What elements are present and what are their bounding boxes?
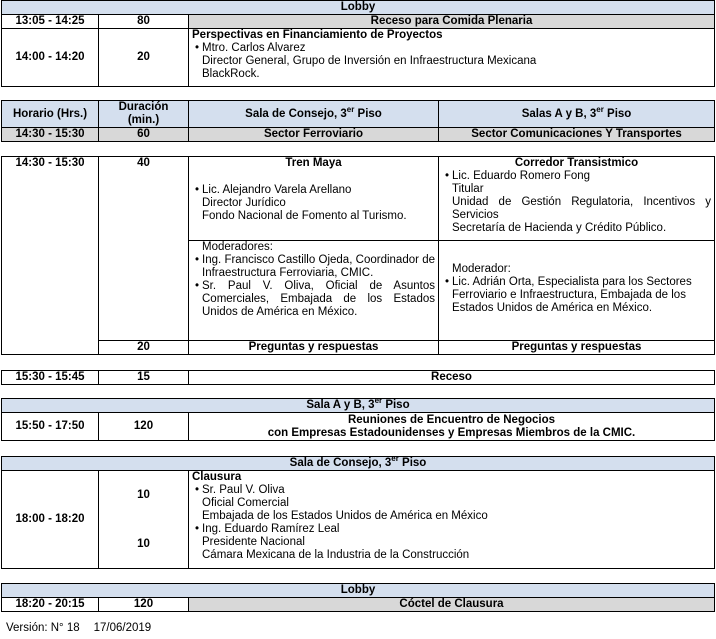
schedule-block-cocktail xyxy=(1,583,715,612)
sector-cell: Sector Ferroviario xyxy=(189,128,439,142)
date-label: 17/06/2019 xyxy=(93,622,152,634)
bullet-icon: • xyxy=(444,276,450,288)
speaker-name: Mtro. Carlos Alvarez xyxy=(202,42,306,54)
location-header: Sala A y B, 3er Piso xyxy=(2,399,715,413)
time-cell: 14:00 - 14:20 xyxy=(2,29,99,87)
column-header-duration: Duración (min.) xyxy=(99,101,189,128)
moderators-cell xyxy=(189,241,439,341)
speaker-name: Lic. Alejandro Varela Arellano xyxy=(202,184,352,196)
bullet-icon: • xyxy=(194,484,200,496)
column-header-time: Horario (Hrs.) xyxy=(2,101,99,128)
schedule-block-sector-panels xyxy=(1,156,715,355)
duration-cell: 80 xyxy=(99,15,189,29)
panel-title: Tren Maya xyxy=(285,157,342,169)
speaker-name: Sr. Paul V. Oliva xyxy=(202,484,285,496)
moderator-entry: Ing. Francisco Castillo Ojeda, Coordinador de Infraestructura Ferroviaria, CMIC. xyxy=(202,254,435,279)
speaker-unit: Unidad de Gestión Regulatoria, Incentivos y Servicios xyxy=(452,196,711,221)
speaker-org: Fondo Nacional de Fomento al Turismo. xyxy=(202,210,407,222)
qa-cell: Preguntas y respuestas xyxy=(189,341,439,355)
speaker-role: Presidente Nacional xyxy=(202,536,305,548)
column-header-salas-ab: Salas A y B, 3er Piso xyxy=(439,101,715,128)
footer xyxy=(6,622,165,634)
duration-cell xyxy=(99,471,189,569)
bullet-icon: • xyxy=(444,170,450,182)
moderator-entry: Lic. Adrián Orta, Especialista para los Sectores Ferroviario e Infraestructura, Embajada de los Estados Unidos de América en México. xyxy=(452,276,692,314)
duration-cell: 120 xyxy=(99,413,189,441)
qa-cell: Preguntas y respuestas xyxy=(439,341,715,355)
speaker-role: Titular xyxy=(452,183,484,195)
moderator-entry: Sr. Paul V. Oliva, Oficial de Asuntos Comerciales, Embajada de los Estados Unidos de América en México. xyxy=(202,280,435,318)
bullet-icon: • xyxy=(194,254,200,266)
location-header: Lobby xyxy=(2,1,715,15)
schedule-block-lobby-lunch xyxy=(1,0,715,87)
duration-value: 10 xyxy=(137,488,150,501)
panel-title: Corredor Transistmico xyxy=(514,157,639,169)
speaker-name: Ing. Eduardo Ramírez Leal xyxy=(202,523,340,535)
panel-cell xyxy=(189,157,439,241)
bullet-icon: • xyxy=(194,42,200,54)
speaker-org: Cámara Mexicana de la Industria de la Construcción xyxy=(202,549,470,561)
duration-cell: 120 xyxy=(99,598,189,612)
moderator-cell xyxy=(439,241,715,341)
time-cell: 13:05 - 14:25 xyxy=(2,15,99,29)
duration-cell: 20 xyxy=(99,29,189,87)
speaker-org: Secretaría de Hacienda y Crédito Público. xyxy=(452,222,667,234)
session-cell xyxy=(189,29,715,87)
version-label: Versión: N° 18 xyxy=(6,622,80,634)
speaker-org: Embajada de los Estados Unidos de América en México xyxy=(202,510,488,522)
duration-cell: 20 xyxy=(99,341,189,355)
time-cell: 18:20 - 20:15 xyxy=(2,598,99,612)
duration-value: 10 xyxy=(137,537,150,550)
location-header: Sala de Consejo, 3er Piso xyxy=(2,457,715,471)
activity-cell xyxy=(189,413,715,441)
activity-cell: Receso xyxy=(189,371,715,385)
bullet-icon: • xyxy=(194,280,200,292)
activity-line: Reuniones de Encuentro de Negocios xyxy=(347,413,556,426)
activity-line: con Empresas Estadounidenses y Empresas Miembros de la CMIC. xyxy=(267,426,636,439)
schedule-block-headers xyxy=(1,100,715,142)
schedule-block-break xyxy=(1,370,715,385)
sector-cell: Sector Comunicaciones Y Transportes xyxy=(439,128,715,142)
bullet-icon: • xyxy=(194,523,200,535)
moderators-label: Moderadores: xyxy=(202,241,273,253)
speaker-org: BlackRock. xyxy=(202,68,260,80)
session-cell xyxy=(189,471,715,569)
schedule-block-business-meetings xyxy=(1,398,715,441)
speaker-role: Director General, Grupo de Inversión en Infraestructura Mexicana xyxy=(202,55,537,67)
session-title: Clausura xyxy=(192,471,242,483)
duration-cell: 40 xyxy=(99,157,189,341)
column-header-sala-consejo: Sala de Consejo, 3er Piso xyxy=(189,101,439,128)
panel-cell xyxy=(439,157,715,241)
speaker-role: Director Jurídico xyxy=(202,197,286,209)
speaker-name: Lic. Eduardo Romero Fong xyxy=(452,170,591,182)
bullet-icon: • xyxy=(194,184,200,196)
duration-cell: 60 xyxy=(99,128,189,142)
time-cell: 14:30 - 15:30 xyxy=(2,128,99,142)
session-title: Perspectivas en Financiamiento de Proyectos xyxy=(192,29,443,41)
speaker-role: Oficial Comercial xyxy=(202,497,289,509)
moderator-label: Moderador: xyxy=(452,263,511,275)
schedule-block-closing xyxy=(1,456,715,569)
location-header: Lobby xyxy=(2,584,715,598)
duration-cell: 15 xyxy=(99,371,189,385)
time-cell: 15:50 - 17:50 xyxy=(2,413,99,441)
activity-cell: Receso para Comida Plenaria xyxy=(189,15,715,29)
time-cell: 14:30 - 15:30 xyxy=(2,157,99,355)
activity-cell: Cóctel de Clausura xyxy=(189,598,715,612)
time-cell: 18:00 - 18:20 xyxy=(2,471,99,569)
time-cell: 15:30 - 15:45 xyxy=(2,371,99,385)
